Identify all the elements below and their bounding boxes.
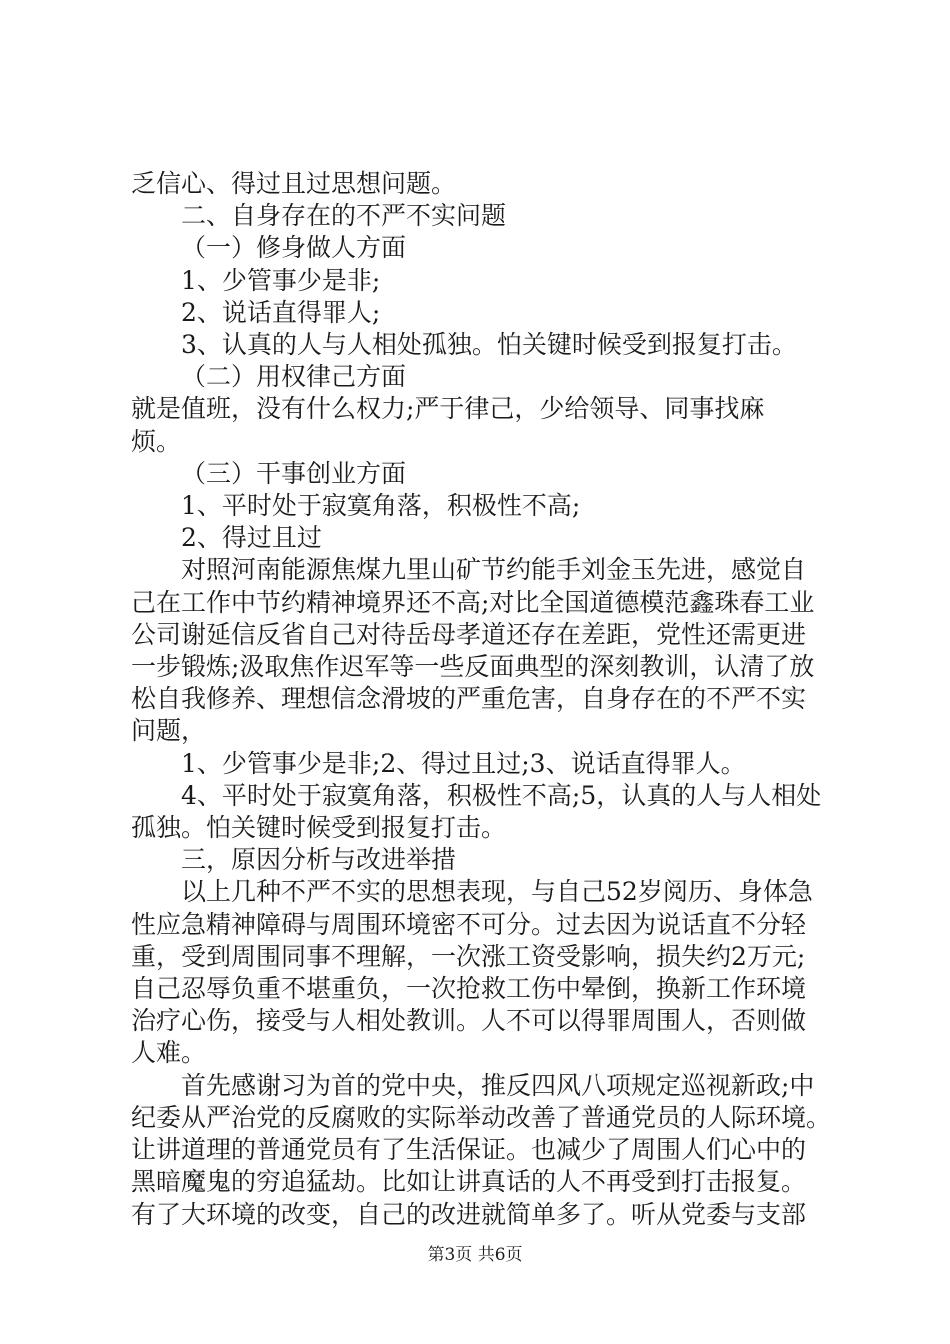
text-line: 治疗心伤，接受与人相处教训。人不可以得罪周围人，否则做 bbox=[131, 1006, 807, 1036]
text-line: 重，受到周围同事不理解，一次涨工资受影响，损失约2万元; bbox=[131, 941, 806, 971]
text-line: 1、平时处于寂寞角落，积极性不高; bbox=[181, 491, 581, 521]
text-line: 4、平时处于寂寞角落，积极性不高;5，认真的人与人相处 bbox=[181, 780, 822, 810]
text-line: 2、得过且过 bbox=[181, 523, 322, 553]
text-line: 3、认真的人与人相处孤独。怕关键时候受到报复打击。 bbox=[181, 330, 797, 360]
text-line: 对照河南能源焦煤九里山矿节约能手刘金玉先进，感觉自 bbox=[181, 555, 807, 585]
text-line: 纪委从严治党的反腐败的实际举动改善了普通党员的人际环境。 bbox=[131, 1102, 832, 1132]
text-line: 首先感谢习为首的党中央，推反四风八项规定巡视新政;中 bbox=[181, 1070, 815, 1100]
text-line: 乏信心、得过且过思想问题。 bbox=[131, 169, 457, 198]
page-footer: 第3页 共6页 bbox=[427, 1245, 523, 1265]
text-line: 有了大环境的改变，自己的改进就简单多了。听从党委与支部 bbox=[131, 1199, 807, 1229]
text-line: （二）用权律己方面 bbox=[181, 362, 407, 392]
text-line: 公司谢延信反省自己对待岳母孝道还存在差距，党性还需更进 bbox=[131, 619, 807, 649]
text-line: 自己忍辱负重不堪重负，一次抢救工伤中晕倒，换新工作环境 bbox=[131, 974, 807, 1004]
text-line: 2、说话直得罪人; bbox=[181, 297, 381, 327]
text-line: 人难。 bbox=[131, 1038, 207, 1068]
text-line: 松自我修养、理想信念滑坡的严重危害，自身存在的不严不实 bbox=[131, 684, 807, 714]
text-line: 黑暗魔鬼的穷追猛劫。比如让讲真话的人不再受到打击报复。 bbox=[131, 1167, 807, 1197]
text-line: （三）干事创业方面 bbox=[181, 458, 407, 488]
text-line: 1、少管事少是非; bbox=[181, 265, 381, 295]
text-line: 以上几种不严不实的思想表现，与自己52岁阅历、身体急 bbox=[181, 877, 813, 907]
text-line: 己在工作中节约精神境界还不高;对比全国道德模范鑫珠春工业 bbox=[131, 587, 815, 617]
text-line: 就是值班，没有什么权力;严于律己，少给领导、同事找麻 bbox=[131, 394, 765, 424]
text-line: 孤独。怕关键时候受到报复打击。 bbox=[131, 813, 507, 843]
text-line: 三，原因分析与改进举措 bbox=[181, 845, 457, 875]
text-line: 一步锻炼;汲取焦作迟军等一些反面典型的深刻教训，认清了放 bbox=[131, 652, 815, 682]
document-body bbox=[131, 168, 831, 1231]
text-line: 二、自身存在的不严不实问题 bbox=[181, 201, 507, 231]
text-line: 1、少管事少是非;2、得过且过;3、说话直得罪人。 bbox=[181, 748, 746, 778]
text-line: （一）修身做人方面 bbox=[181, 233, 407, 263]
text-line: 烦。 bbox=[131, 426, 182, 456]
text-line: 问题， bbox=[131, 716, 207, 746]
text-line: 性应急精神障碍与周围环境密不可分。过去因为说话直不分轻 bbox=[131, 909, 807, 939]
text-line: 让讲道理的普通党员有了生活保证。也减少了周围人们心中的 bbox=[131, 1135, 807, 1165]
